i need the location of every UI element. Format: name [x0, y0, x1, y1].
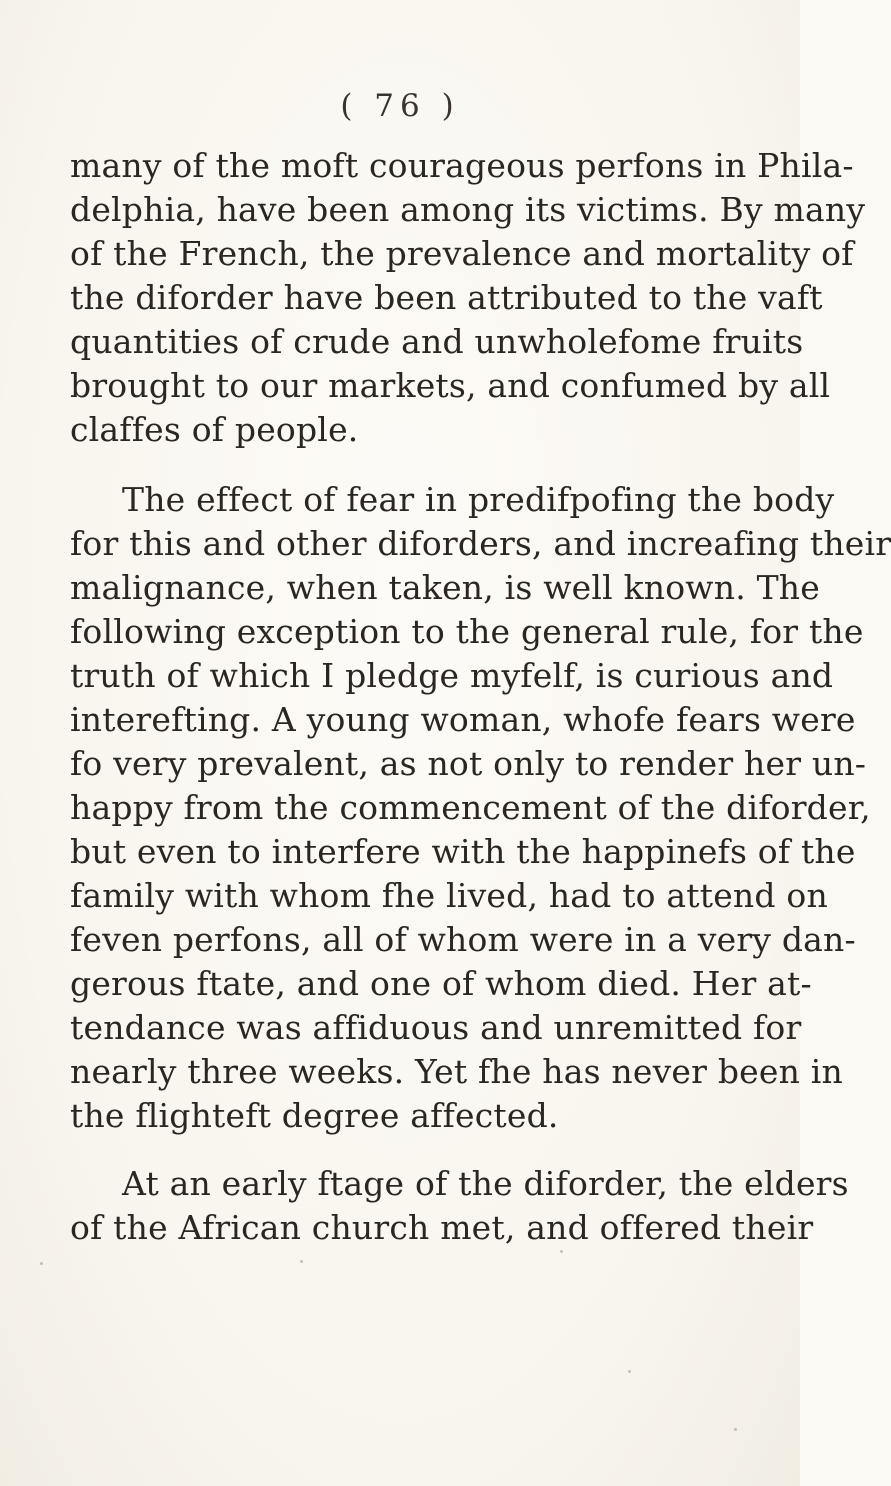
text-line: truth of which I pledge myfelf, is curious and [70, 656, 834, 695]
text-line: of the African church met, and offered their [70, 1208, 814, 1247]
text-line: feven perfons, all of whom were in a very dan- [70, 920, 856, 959]
text-line: nearly three weeks. Yet fhe has never been in [70, 1052, 843, 1091]
text-line: gerous ftate, and one of whom died. Her at- [70, 964, 812, 1003]
text-line: malignance, when taken, is well known. The [70, 568, 820, 607]
text-line: many of the moft courageous perfons in Phila- [70, 146, 854, 185]
text-line: tendance was affiduous and unremitted for [70, 1008, 802, 1047]
text-line: the diforder have been attributed to the vaft [70, 278, 823, 317]
text-line: the flighteft degree affected. [70, 1096, 559, 1135]
text-line: At an early ftage of the diforder, the elders [122, 1164, 849, 1203]
text-line: of the French, the prevalence and mortality of [70, 234, 854, 273]
text-line: The effect of fear in predifpofing the body [122, 480, 835, 519]
text-line: happy from the commencement of the diforder, [70, 788, 871, 827]
text-line: fo very prevalent, as not only to render her un- [70, 744, 867, 783]
text-line: but even to interfere with the happinefs of the [70, 832, 856, 871]
paper-speck [300, 1260, 303, 1263]
text-line: brought to our markets, and confumed by all [70, 366, 831, 405]
paper-speck [40, 1262, 43, 1265]
text-line: family with whom fhe lived, had to attend on [70, 876, 828, 915]
text-line: quantities of crude and unwholefome fruits [70, 322, 804, 361]
text-line: delphia, have been among its victims. By many [70, 190, 866, 229]
paper-speck [734, 1428, 737, 1431]
page-number: ( 76 ) [340, 88, 460, 124]
paper-speck [628, 1370, 631, 1373]
text-line: for this and other diforders, and increafing their [70, 524, 891, 563]
text-line: interefting. A young woman, whofe fears were [70, 700, 856, 739]
paper-speck [560, 1250, 563, 1253]
text-line: claffes of people. [70, 410, 359, 449]
text-line: following exception to the general rule, for the [70, 612, 864, 651]
